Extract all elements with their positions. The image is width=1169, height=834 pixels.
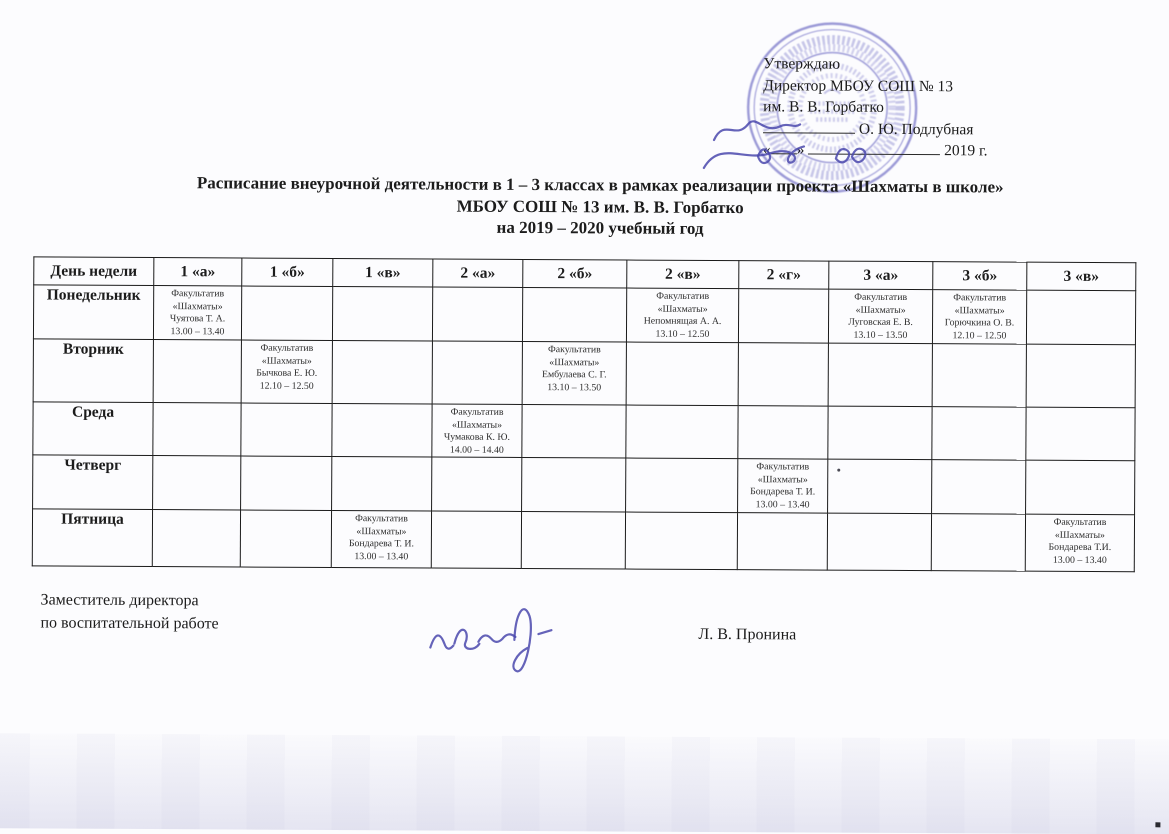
schedule-cell <box>1026 290 1135 345</box>
cell-line: Факультатив <box>547 344 601 356</box>
schedule-cell <box>522 287 626 342</box>
day-cell: Четверг <box>33 455 153 510</box>
cell-line: 13.00 – 13.40 <box>170 325 225 337</box>
cell-line: Бычкова Е. Ю. <box>256 367 318 379</box>
column-header-class: 1 «в» <box>333 258 433 287</box>
schedule-cell <box>827 513 931 571</box>
schedule-cell <box>332 403 432 457</box>
cell-line: «Шахматы» <box>855 304 906 316</box>
column-header-class: 3 «б» <box>933 262 1027 290</box>
cell-line: Факультатив <box>854 291 908 303</box>
schedule-cell <box>1026 407 1135 461</box>
cell-line: «Шахматы» <box>549 356 600 368</box>
deputy-signature-icon <box>420 581 571 682</box>
schedule-cell <box>1026 460 1135 515</box>
schedule-cell <box>1025 514 1134 572</box>
column-header-class: 2 «б» <box>523 259 627 288</box>
schedule-cell <box>625 512 737 570</box>
cell-line: Бондарева Т.И. <box>1048 541 1112 554</box>
cell-line: «Шахматы» <box>757 473 808 485</box>
cell-line: Бондарева Т. И. <box>348 538 414 550</box>
title-line-2: МБОУ СОШ № 13 им. В. В. Горбатко <box>456 196 744 217</box>
cell-line: Чумакова К. Ю. <box>443 431 510 443</box>
schedule-cell <box>432 457 522 511</box>
cell-line: «Шахматы» <box>356 525 407 537</box>
document-title <box>0 171 1169 242</box>
schedule-cell <box>828 406 932 460</box>
schedule-row <box>33 339 1135 408</box>
column-header-class: 2 «а» <box>433 259 523 287</box>
cell-line: Факультатив <box>260 342 314 354</box>
cell-line: 13.10 – 12.50 <box>655 328 710 340</box>
schedule-cell <box>331 510 431 568</box>
schedule-cell <box>737 513 827 570</box>
approval-line-3: им. В. В. Горбатко <box>763 98 884 116</box>
schedule-row <box>33 455 1135 515</box>
cell-line: Факультатив <box>953 292 1007 304</box>
approval-date-year: 2019 г. <box>944 142 988 160</box>
cell-line: Бондарева Т. И. <box>750 486 816 498</box>
schedule-cell <box>738 343 828 406</box>
cell-line: Горючкина О. В. <box>944 317 1015 329</box>
schedule-cell <box>241 340 332 403</box>
schedule-cell <box>432 287 522 341</box>
schedule-cell <box>828 289 932 344</box>
day-cell: Вторник <box>33 339 153 403</box>
schedule-cell <box>522 341 626 405</box>
schedule-cell <box>626 342 738 406</box>
schedule-cell <box>932 290 1026 344</box>
title-line-1: Расписание внеурочной деятельности в 1 – 3 классах в рамках реализации проекта «Шахматы в школе» <box>196 173 1004 197</box>
cell-line: Факультатив <box>450 406 504 418</box>
cell-line: Луговская Е. В. <box>848 316 913 329</box>
schedule-cell <box>626 458 738 513</box>
column-header-class: 1 «а» <box>154 258 242 286</box>
cell-line: Ембулаева С. Г. <box>541 369 607 381</box>
title-line-3: на 2019 – 2020 учебный год <box>496 217 704 238</box>
cell-line: «Шахматы» <box>954 304 1005 317</box>
cell-line: «Шахматы» <box>451 419 503 431</box>
column-header-class: 2 «г» <box>739 261 829 289</box>
column-header-class: 3 «а» <box>829 261 933 290</box>
cell-line: 13.10 – 13.50 <box>547 381 602 393</box>
schedule-cell <box>153 286 241 340</box>
schedule-cell <box>932 460 1026 514</box>
schedule-cell <box>1026 344 1135 408</box>
schedule-cell <box>932 344 1026 407</box>
date-close-quote: » <box>796 141 805 159</box>
schedule-cell <box>626 288 738 343</box>
cell-line: «Шахматы» <box>657 303 708 315</box>
schedule-cell <box>240 510 331 567</box>
cell-line: «Шахматы» <box>1054 529 1105 541</box>
cell-line: Факультатив <box>171 288 225 300</box>
schedule-cell <box>828 343 932 407</box>
schedule-cell <box>522 404 626 458</box>
deputy-role-block <box>40 589 218 635</box>
cell-line: 14.00 – 14.40 <box>449 444 504 456</box>
day-cell: Пятница <box>32 509 152 567</box>
schedule-cell <box>241 456 332 510</box>
schedule-cell <box>522 457 626 512</box>
schedule-cell <box>332 456 432 511</box>
schedule-row <box>32 509 1134 572</box>
deputy-role-line-2: по воспитательной работе <box>40 613 219 632</box>
cell-line: 13.00 – 13.40 <box>1052 554 1107 566</box>
schedule-cell <box>521 511 625 569</box>
cell-line: Непомнящая А. А. <box>643 315 722 328</box>
schedule-cell <box>626 405 738 459</box>
schedule-cell <box>153 340 241 403</box>
column-header-class: 3 «в» <box>1027 262 1136 291</box>
schedule-cell <box>241 403 332 456</box>
schedule-cell <box>152 510 240 567</box>
approval-signatory: О. Ю. Подлубная <box>858 120 974 138</box>
schedule-cell <box>153 403 241 456</box>
cell-line: «Шахматы» <box>172 300 223 312</box>
schedule-cell <box>932 407 1026 460</box>
scan-bottom-shading <box>0 733 1169 834</box>
scan-artifact-dot <box>837 469 840 472</box>
day-cell: Среда <box>33 402 153 456</box>
schedule-row <box>33 285 1135 345</box>
schedule-cell <box>332 340 432 404</box>
cell-line: Факультатив <box>1053 516 1107 529</box>
cell-line: 13.00 – 13.40 <box>755 498 810 510</box>
schedule-cell <box>738 459 828 513</box>
date-open-quote: « <box>762 141 771 159</box>
schedule-table <box>32 256 1137 572</box>
cell-line: 12.10 – 12.50 <box>259 380 314 392</box>
deputy-role-line-1: Заместитель директора <box>40 591 199 610</box>
schedule-cell <box>332 286 432 341</box>
schedule-cell <box>431 511 521 568</box>
cell-line: Факультатив <box>355 513 408 525</box>
schedule-cell <box>432 341 522 404</box>
cell-line: Чуятова Т. А. <box>169 313 226 325</box>
cell-line: 13.10 – 13.50 <box>853 329 908 341</box>
cell-line: «Шахматы» <box>261 355 312 367</box>
schedule-cell <box>241 286 332 340</box>
approval-line-1: Утверждаю <box>763 55 841 73</box>
column-header-class: 2 «в» <box>627 260 739 289</box>
cell-line: Факультатив <box>656 290 710 302</box>
day-cell: Понедельник <box>33 285 153 340</box>
cell-line: 12.10 – 12.50 <box>952 329 1007 342</box>
column-header-day: День недели <box>34 257 154 286</box>
cell-line: 13.00 – 13.40 <box>354 550 409 562</box>
schedule-cell <box>738 289 828 343</box>
director-signature-icon <box>696 106 896 177</box>
schedule-cell <box>931 514 1025 571</box>
schedule-row <box>33 402 1135 461</box>
schedule-cell <box>738 406 828 459</box>
column-header-class: 1 «б» <box>242 258 333 286</box>
approval-line-2: Директор МБОУ СОШ № 13 <box>763 76 954 95</box>
schedule-cell <box>828 459 932 514</box>
schedule-cell <box>432 404 522 457</box>
schedule-cell <box>153 456 241 510</box>
cell-line: Факультатив <box>756 461 810 473</box>
deputy-name: Л. В. Пронина <box>698 625 797 644</box>
